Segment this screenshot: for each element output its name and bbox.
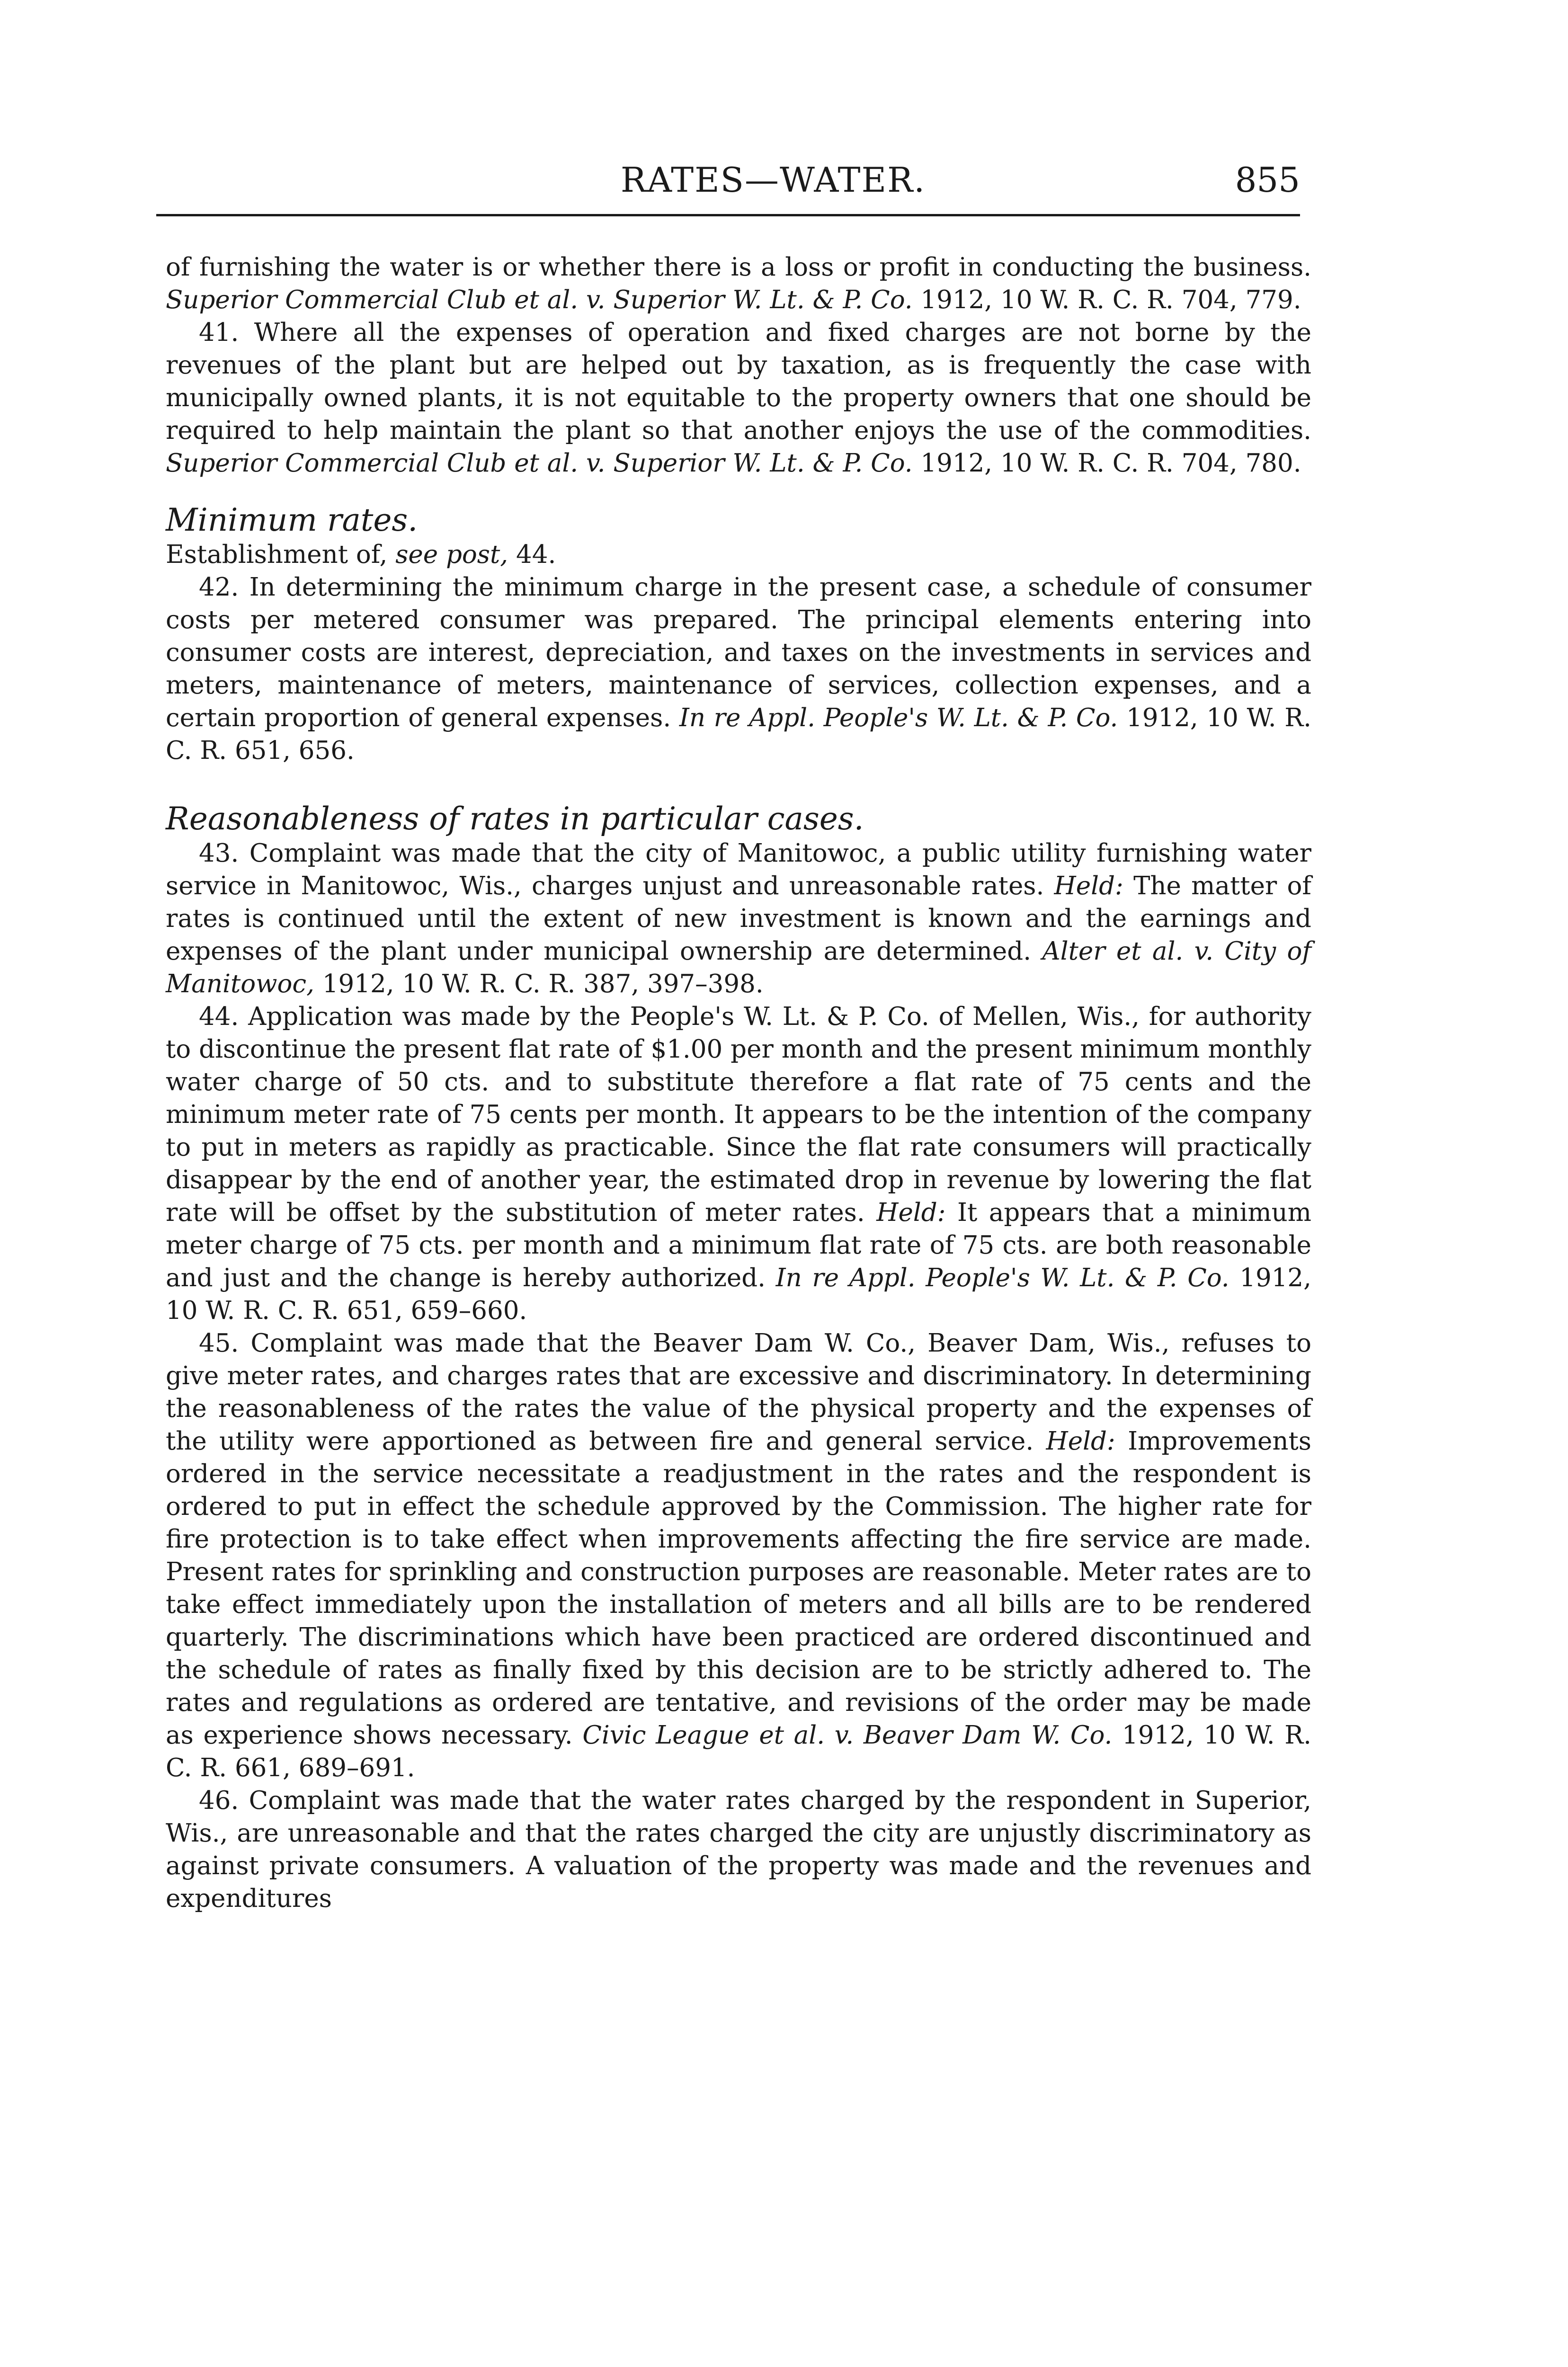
- case-citation: Superior Commercial Club et al. v. Superior W. Lt. & P. Co.: [166, 285, 913, 314]
- text-run: of furnishing the water is or whether there is a loss or profit in conducting the business.: [166, 253, 1311, 282]
- paragraph: [166, 316, 1311, 480]
- case-citation: In re Appl. People's W. Lt. & P. Co.: [775, 1264, 1229, 1292]
- paragraph: [166, 571, 1311, 767]
- section-heading: Reasonableness of rates in particular cases.: [166, 801, 864, 837]
- text-run: 45. Complaint was made that the Beaver Dam W. Co., Beaver Dam, Wis., refuses to give meter rates, and charges rates that are excessive and discriminatory. In determining the reasonableness of the rates the value of the physical property and the expenses of the utility were apportioned as between fire and general service.: [166, 1329, 1311, 1456]
- paragraph: [166, 837, 1311, 1000]
- text-run: It appears that a minimum meter charge of 75 cts. per month and a minimum flat rate of 75 cts. are both reasonable and just and the change is hereby authorized.: [166, 1198, 1311, 1292]
- case-citation: Alter et al. v. City of Manitowoc,: [166, 937, 1311, 998]
- text-run: Improvements ordered in the service necessitate a readjustment in the rates and the respondent is ordered to put in effect the schedule approved by the Commission. The higher rate for fire protection is to take effect when improvements affecting the fire service are made. Present rates for sprinkling and construction purposes are reasonable. Meter rates are to take effect immediately upon the installation of meters and all bills are to be rendered quarterly. The discriminations which have been practiced are ordered discontinued and the schedule of rates as finally fixed by this decision are to be strictly adhered to. The rates and regulations as ordered are tentative, and revisions of the order may be made as experience shows necessary.: [166, 1427, 1311, 1750]
- page-header: [246, 156, 1300, 213]
- text-run: 1912, 10 W. R. C. R. 651, 659–660.: [166, 1264, 1311, 1325]
- cross-reference: see post,: [395, 540, 508, 569]
- text-run: 1912, 10 W. R. C. R. 661, 689–691.: [166, 1721, 1311, 1782]
- paragraph: [166, 1784, 1311, 1915]
- text-run: 1912, 10 W. R. C. R. 704, 779.: [912, 285, 1301, 314]
- section-heading: Minimum rates.: [166, 502, 418, 538]
- text-run: 44. Application was made by the People's W. Lt. & P. Co. of Mellen, Wis., for authority to discontinue the present flat rate of $1.00 per month and the present minimum monthly water charge of 50 cts. and to substitute therefore a flat rate of 75 cents and the minimum meter rate of 75 cents per month. It appears to be the intention of the company to put in meters as rapidly as practicable. Since the flat rate consumers will practically disappear by the end of another year, the estimated drop in revenue by lowering the flat rate will be offset by the substitution of meter rates.: [166, 1002, 1311, 1227]
- text-run: 44.: [508, 540, 556, 569]
- header-rule: [156, 214, 1300, 216]
- text-run: 41. Where all the expenses of operation and fixed charges are not borne by the revenues of the plant but are helped out by taxation, as is frequently the case with municipally owned plants, it is not equitable to the property owners that one should be required to help maintain the plant so that another enjoys the use of the commodities.: [166, 318, 1311, 445]
- text-run: 1912, 10 W. R. C. R. 704, 780.: [912, 449, 1301, 478]
- held-label: Held:: [1046, 1427, 1115, 1456]
- case-citation: In re Appl. People's W. Lt. & P. Co.: [679, 703, 1118, 732]
- text-run: 43. Complaint was made that the city of Manitowoc, a public utility furnishing water service in Manitowoc, Wis., charges unjust and unreasonable rates.: [166, 839, 1311, 900]
- text-run: 1912, 10 W. R. C. R. 651, 656.: [166, 703, 1312, 765]
- body-text: [166, 251, 1311, 1915]
- paragraph: [166, 1327, 1311, 1784]
- case-citation: Civic League et al. v. Beaver Dam W. Co.: [582, 1721, 1113, 1750]
- text-run: 1912, 10 W. R. C. R. 387, 397–398.: [314, 970, 764, 998]
- text-run: Establishment of,: [166, 540, 396, 569]
- held-label: Held:: [876, 1198, 946, 1227]
- text-run: 42. In determining the minimum charge in the present case, a schedule of consumer costs per metered consumer was prepared. The principal elements entering into consumer costs are interest, depreciation, and taxes on the investments in services and meters, maintenance of meters, maintenance of services, collection expenses, and a certain proportion of general expenses.: [166, 573, 1311, 732]
- held-label: Held:: [1054, 872, 1123, 900]
- text-run: 46. Complaint was made that the water rates charged by the respondent in Superior, Wis., are unreasonable and that the rates charged the city are unjustly discriminatory as against private consumers. A valuation of the property was made and the revenues and expenditures: [166, 1786, 1311, 1913]
- text-run: The matter of rates is continued until the extent of new investment is known and the earnings and expenses of the plant under municipal ownership are determined.: [166, 872, 1311, 966]
- paragraph: [166, 1000, 1311, 1327]
- paragraph: [166, 538, 1311, 571]
- case-citation: Superior Commercial Club et al. v. Superior W. Lt. & P. Co.: [166, 449, 913, 478]
- page-number: 855: [1235, 160, 1300, 200]
- paragraph: [166, 251, 1311, 316]
- running-title: RATES—WATER.: [620, 160, 926, 200]
